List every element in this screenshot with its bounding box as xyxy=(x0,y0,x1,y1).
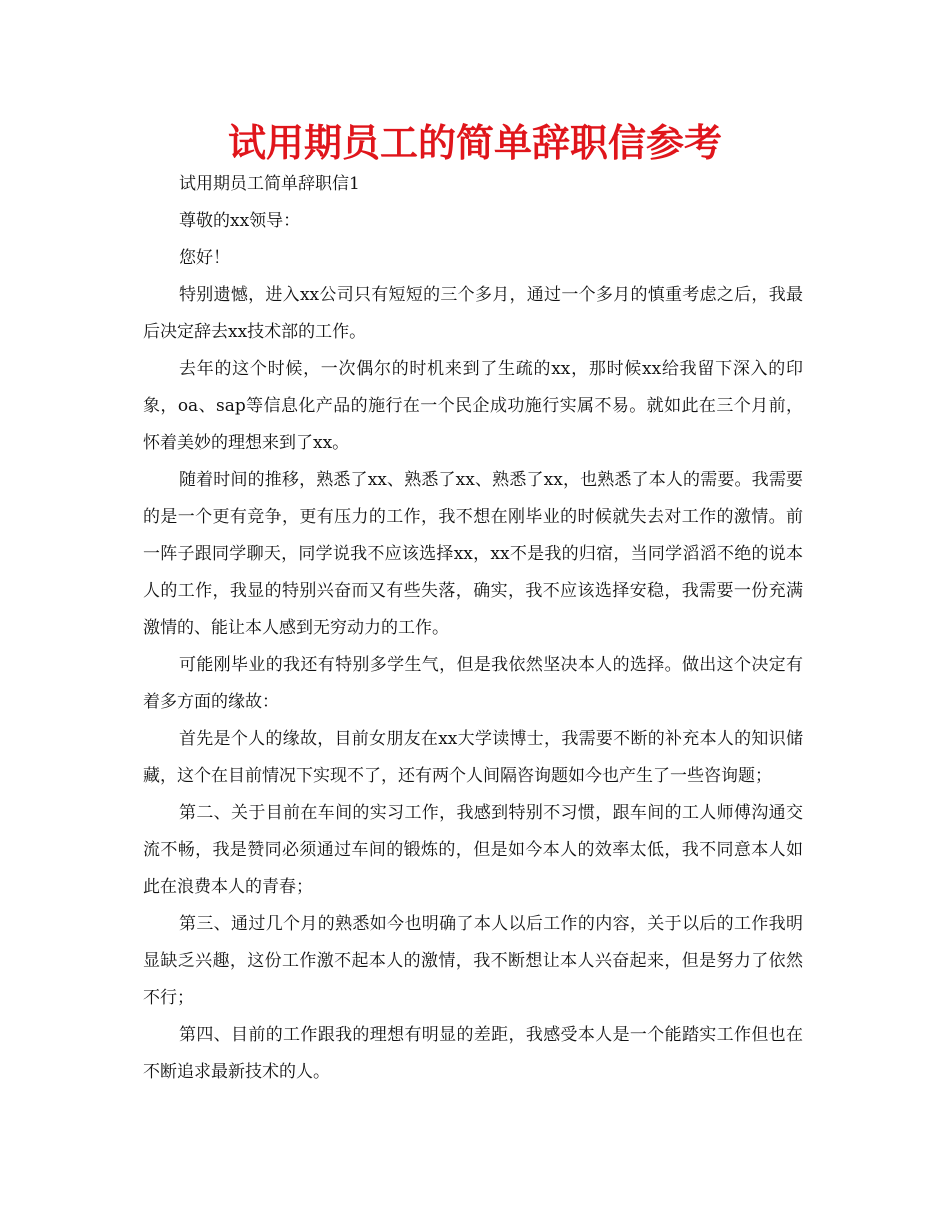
paragraph: 特别遗憾，进入xx公司只有短短的三个多月，通过一个多月的慎重考虑之后，我最后决定辞去xx技术部的工作。 xyxy=(143,285,803,342)
paragraph-greeting: 您好！ xyxy=(179,248,230,268)
document-title: 试用期员工的简单辞职信参考 xyxy=(227,121,722,165)
paragraph: 可能刚毕业的我还有特别多学生气，但是我依然坚决本人的选择。做出这个决定有着多方面的缘故： xyxy=(143,655,803,712)
paragraph: 第二、关于目前在车间的实习工作，我感到特别不习惯，跟车间的工人师傅沟通交流不畅，我是赞同必须通过车间的锻炼的，但是如今本人的效率太低，我不同意本人如此在浪费本人的青春； xyxy=(143,803,803,897)
paragraph: 首先是个人的缘故，目前女朋友在xx大学读博士，我需要不断的补充本人的知识储藏，这个在目前情况下实现不了，还有两个人间隔咨询题如今也产生了一些咨询题； xyxy=(143,729,803,786)
paragraph-heading: 试用期员工简单辞职信1 xyxy=(179,174,360,194)
paragraph: 第四、目前的工作跟我的理想有明显的差距，我感受本人是一个能踏实工作但也在不断追求最新技术的人。 xyxy=(143,1025,803,1082)
paragraph: 去年的这个时候，一次偶尔的时机来到了生疏的xx，那时候xx给我留下深入的印象，oa、sap等信息化产品的施行在一个民企成功施行实属不易。就如此在三个月前，怀着美妙的理想来到了xx。 xyxy=(143,359,803,453)
paragraph: 随着时间的推移，熟悉了xx、熟悉了xx、熟悉了xx，也熟悉了本人的需要。我需要的是一个更有竞争，更有压力的工作，我不想在刚毕业的时候就失去对工作的激情。前一阵子跟同学聊天，同学说我不应该选择xx，xx不是我的归宿，当同学滔滔不绝的说本人的工作，我显的特别兴奋而又有些失落，确实，我不应该选择安稳，我需要一份充满激情的、能让本人感到无穷动力的工作。 xyxy=(143,470,803,638)
document-body xyxy=(143,166,803,1091)
paragraph-salutation: 尊敬的xx领导： xyxy=(179,211,301,231)
paragraph: 第三、通过几个月的熟悉如今也明确了本人以后工作的内容，关于以后的工作我明显缺乏兴趣，这份工作激不起本人的激情，我不断想让本人兴奋起来，但是努力了依然不行； xyxy=(143,914,803,1008)
